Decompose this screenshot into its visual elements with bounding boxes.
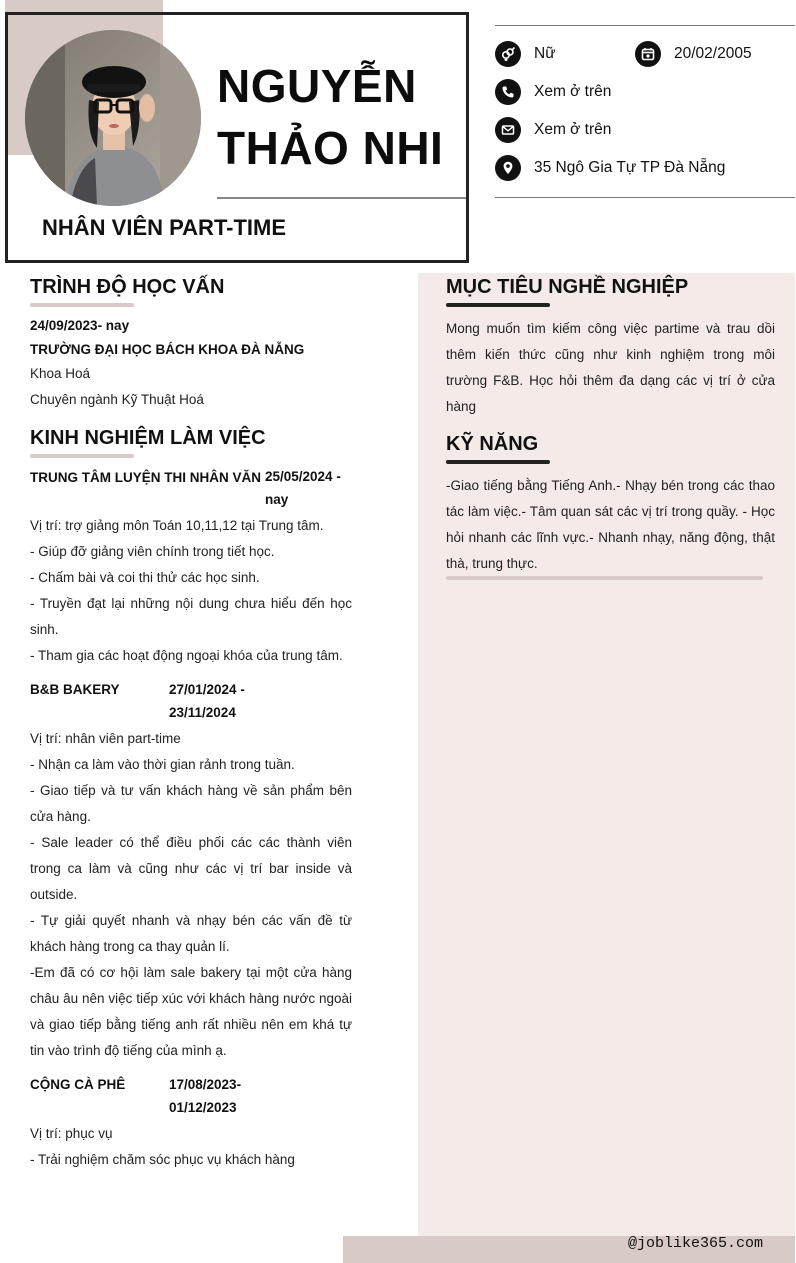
skills-text: -Giao tiếng bằng Tiếng Anh.- Nhạy bén trong các thao tác làm việc.- Tâm quan sát các vị trí trong quầy. - Học hỏi nhanh các lĩnh vực.- Nhanh nhạy, năng động, thật thà, trung thực. <box>446 478 775 571</box>
job-duty: - Sale leader có thể điều phối các các thành viên trong ca làm và cũng như các vị trí bar inside và outside. <box>30 835 352 902</box>
education-title: TRÌNH ĐỘ HỌC VẤN <box>30 276 225 298</box>
job-period-start: 17/08/2023- <box>169 1077 242 1092</box>
objective-text: Mong muốn tìm kiếm công việc partime và trau dồi thêm kiến thức cũng như kinh nghiệm trong môi trường F&B. Học hỏi thêm đa dạng các vị trí ở cửa hàng <box>446 321 775 414</box>
job-duties <box>30 1121 352 1173</box>
contact-address <box>495 155 725 181</box>
experience-underline <box>30 454 134 458</box>
education-faculty: Khoa Hoá <box>30 366 91 381</box>
location-pin-icon <box>495 155 521 181</box>
gender-icon <box>495 41 521 67</box>
job-duty: - Giao tiếp và tư vấn khách hàng về sản phẩm bên cửa hàng. <box>30 783 352 824</box>
skills-title: KỸ NĂNG <box>446 433 539 455</box>
job-period-end: nay <box>265 492 289 507</box>
job-duties <box>30 513 352 669</box>
job-company: CỘNG CÀ PHÊ <box>30 1077 126 1092</box>
contact-bottom-divider <box>495 197 795 198</box>
education-major: Chuyên ngành Kỹ Thuật Hoá <box>30 392 204 407</box>
gender-value: Nữ <box>534 45 556 62</box>
job-period <box>169 1073 241 1119</box>
right-panel <box>418 273 795 1263</box>
contact-email <box>495 117 611 143</box>
job-title: NHÂN VIÊN PART-TIME <box>42 215 287 240</box>
job-period <box>169 678 245 724</box>
job-duty: - Nhận ca làm vào thời gian rảnh trong tuần. <box>30 757 295 772</box>
avatar-illustration <box>25 30 201 206</box>
education-underline <box>30 303 134 307</box>
experience-title: KINH NGHIỆM LÀM VIỆC <box>30 427 266 449</box>
job-period-start: 25/05/2024 - <box>265 469 341 484</box>
birthday-value: 20/02/2005 <box>674 45 752 62</box>
job-duty: - Giúp đỡ giảng viên chính trong tiết học. <box>30 544 275 559</box>
objective-underline <box>446 303 550 307</box>
job-company: B&B BAKERY <box>30 682 120 697</box>
avatar <box>25 30 201 206</box>
job-company: TRUNG TÂM LUYỆN THI NHÂN VĂN <box>30 470 261 485</box>
full-name <box>217 55 462 179</box>
job-duty: - Trải nghiệm chăm sóc phục vụ khách hàng <box>30 1152 295 1167</box>
footer-website: @joblike365.com <box>627 1235 763 1252</box>
phone-value: Xem ở trên <box>534 83 612 100</box>
education-section <box>30 314 360 413</box>
job-duty: Vị trí: phục vụ <box>30 1126 113 1141</box>
job-header <box>30 465 352 511</box>
job-duty: - Truyền đạt lại những nội dung chưa hiểu đến học sinh. <box>30 596 352 637</box>
education-period: 24/09/2023- nay <box>30 318 130 333</box>
name-divider <box>217 197 466 199</box>
job-period-end: 23/11/2024 <box>169 705 236 720</box>
calendar-icon <box>635 41 661 67</box>
job-period-start: 27/01/2024 - <box>169 682 245 697</box>
job-duty: -Em đã có cơ hội làm sale bakery tại một cửa hàng châu âu nên việc tiếp xúc với khách hàng nước ngoài và giao tiếp bằng tiếng anh rất nhiều nên em khá tự tin vào trình độ tiếng của mình ạ. <box>30 965 352 1058</box>
email-value: Xem ở trên <box>534 121 612 138</box>
contact-birthday <box>635 41 752 67</box>
name-line-1: NGUYỄN <box>217 60 417 112</box>
job-header <box>30 1073 352 1119</box>
experience-section <box>30 465 352 1173</box>
objective-title: MỤC TIÊU NGHỀ NGHIỆP <box>446 276 689 298</box>
phone-icon <box>495 79 521 105</box>
name-line-2: THẢO NHI <box>217 122 444 174</box>
job-duty: Vị trí: nhân viên part-time <box>30 731 181 746</box>
skills-bottom-rule <box>446 576 763 580</box>
job-header <box>30 678 352 724</box>
mail-icon <box>495 117 521 143</box>
job-duties <box>30 726 352 1064</box>
job-duty: - Tự giải quyết nhanh và nhạy bén các vấn đề từ khách hàng trong ca thay quản lí. <box>30 913 352 954</box>
job-duty: Vị trí: trợ giảng môn Toán 10,11,12 tại Trung tâm. <box>30 518 324 533</box>
job-period-end: 01/12/2023 <box>169 1100 237 1115</box>
contact-phone <box>495 79 611 105</box>
education-school: TRƯỜNG ĐẠI HỌC BÁCH KHOA ĐÀ NẴNG <box>30 342 305 357</box>
job-period <box>265 465 341 511</box>
skills-underline <box>446 460 550 464</box>
contact-top-divider <box>495 25 795 26</box>
job-duty: - Chấm bài và coi thi thử các học sinh. <box>30 570 260 585</box>
job-duty: - Tham gia các hoạt động ngoại khóa của trung tâm. <box>30 648 343 663</box>
address-value: 35 Ngô Gia Tự TP Đà Nẵng <box>534 159 726 176</box>
contact-gender <box>495 41 556 67</box>
